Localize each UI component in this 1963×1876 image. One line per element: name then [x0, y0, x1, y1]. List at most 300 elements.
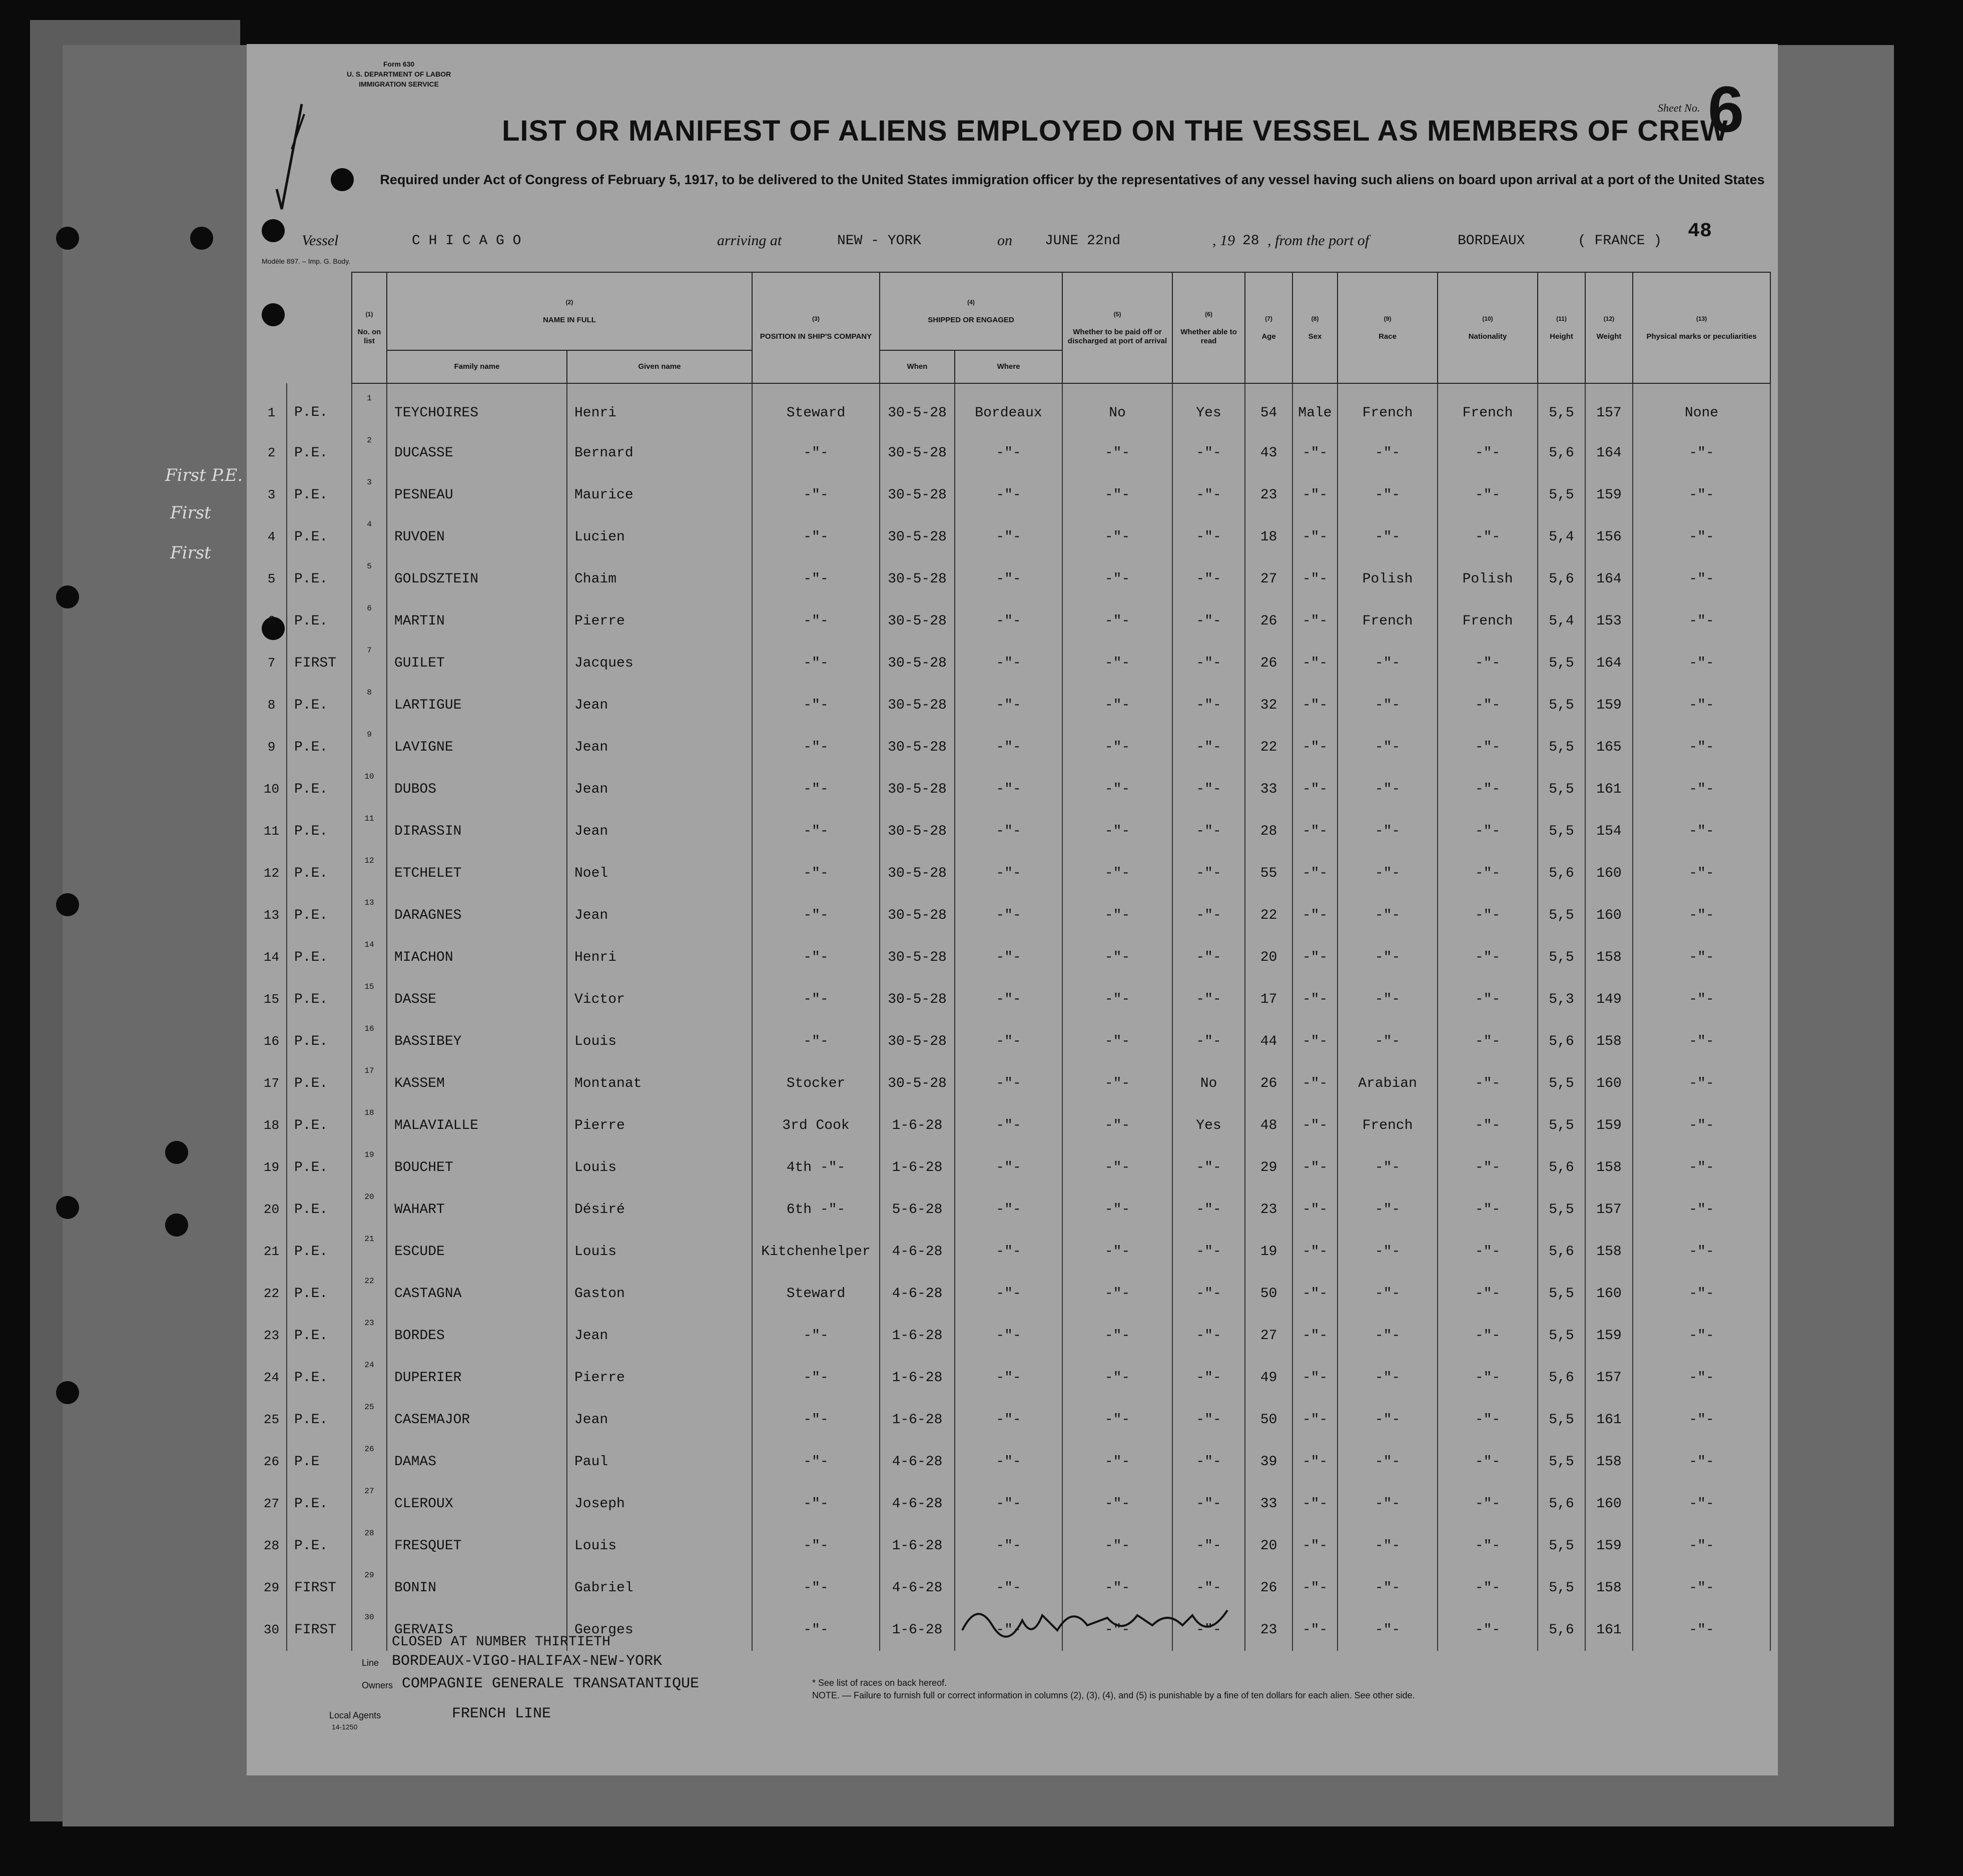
cell-weight: 158	[1585, 1230, 1633, 1273]
cell-where: -"-	[955, 978, 1062, 1020]
cell-age: 54	[1245, 383, 1292, 432]
cell-height: 5,5	[1538, 474, 1585, 516]
cell-where: Bordeaux	[955, 383, 1062, 432]
cell-read: -"-	[1172, 474, 1245, 516]
cell-nat: -"-	[1438, 1399, 1538, 1441]
cell-weight: 161	[1585, 768, 1633, 810]
binder-hole	[165, 1141, 188, 1164]
cell-position: -"-	[752, 600, 880, 642]
margin-note-3: First	[170, 543, 211, 563]
cell-cls: P.E.	[287, 474, 352, 516]
cell-family: RUVOEN	[387, 516, 567, 558]
cell-when: 30-5-28	[880, 936, 955, 978]
row-number: 15	[263, 992, 280, 1007]
cell-marks: -"-	[1633, 1399, 1770, 1441]
cell-given: Désiré	[567, 1188, 752, 1230]
cell-cls: P.E.	[287, 1525, 352, 1567]
closed-at-note: CLOSED AT NUMBER THIRTIETH	[392, 1634, 610, 1650]
cell-weight: 164	[1585, 558, 1633, 600]
cell-family: CLEROUX	[387, 1483, 567, 1525]
row-number: 20	[263, 1202, 280, 1217]
row-number: 3	[267, 487, 276, 502]
cell-family: WAHART	[387, 1188, 567, 1230]
cell-list-number: 25	[352, 1399, 387, 1441]
cell-family: PESNEAU	[387, 474, 567, 516]
col-age-header: (7) Age	[1245, 272, 1292, 383]
cell-read: -"-	[1172, 1357, 1245, 1399]
cell-paid: -"-	[1062, 978, 1172, 1020]
cell-given: Montanat	[567, 1062, 752, 1104]
cell-sex: -"-	[1292, 642, 1338, 684]
cell-age: 39	[1245, 1441, 1292, 1483]
table-row	[257, 978, 1770, 1020]
row-number: 19	[263, 1160, 280, 1175]
arrival-date: JUNE 22nd	[1045, 233, 1121, 249]
cell-cls: P.E.	[287, 558, 352, 600]
cell-list-number: 26	[352, 1441, 387, 1483]
cell-read: Yes	[1172, 383, 1245, 432]
cell-cls: P.E.	[287, 810, 352, 852]
cell-nat: -"-	[1438, 1483, 1538, 1525]
cell-list-number: 13	[352, 894, 387, 936]
cell-when: 30-5-28	[880, 684, 955, 726]
col-shipped-header: (4) SHIPPED OR ENGAGED	[880, 272, 1062, 350]
cell-age: 33	[1245, 1483, 1292, 1525]
cell-height: 5,6	[1538, 1483, 1585, 1525]
cell-given: Pierre	[567, 600, 752, 642]
owners-label: Owners	[362, 1680, 393, 1690]
cell-nat: -"-	[1438, 894, 1538, 936]
cell-paid: -"-	[1062, 1188, 1172, 1230]
cell-position: -"-	[752, 1483, 880, 1525]
form-code: Modèle 897. – Imp. G. Body.	[262, 257, 351, 265]
cell-given: Jean	[567, 684, 752, 726]
cell-when: 4-6-28	[880, 1273, 955, 1315]
cell-given: Lucien	[567, 516, 752, 558]
binder-hole	[56, 585, 79, 608]
cell-read: -"-	[1172, 726, 1245, 768]
cell-nat: -"-	[1438, 1441, 1538, 1483]
cell-race: -"-	[1338, 1609, 1438, 1651]
cell-marks: -"-	[1633, 1315, 1770, 1357]
cell-marks: None	[1633, 383, 1770, 432]
cell-age: 20	[1245, 1525, 1292, 1567]
cell-given: Paul	[567, 1441, 752, 1483]
cell-weight: 164	[1585, 432, 1633, 474]
sheet-number: 6	[1708, 73, 1744, 146]
cell-given: Noel	[567, 852, 752, 894]
row-number: 18	[263, 1118, 280, 1133]
form-info	[347, 59, 451, 89]
cell-list-number: 5	[352, 558, 387, 600]
cell-position: Steward	[752, 383, 880, 432]
col-family-name-header: Family name	[387, 350, 567, 383]
year-prefix: , 19	[1212, 232, 1235, 249]
cell-sex: -"-	[1292, 600, 1338, 642]
col-height-header: (11) Height	[1538, 272, 1585, 383]
cell-height: 5,5	[1538, 642, 1585, 684]
cell-marks: -"-	[1633, 1609, 1770, 1651]
row-number: 10	[263, 782, 280, 797]
cell-given: Pierre	[567, 1104, 752, 1146]
cell-height: 5,5	[1538, 1441, 1585, 1483]
cell-where: -"-	[955, 810, 1062, 852]
cell-family: MIACHON	[387, 936, 567, 978]
cell-race: French	[1338, 600, 1438, 642]
cell-cls: P.E.	[287, 600, 352, 642]
class-header	[287, 272, 352, 383]
cell-race: -"-	[1338, 1483, 1438, 1525]
cell-position: -"-	[752, 1441, 880, 1483]
cell-sex: -"-	[1292, 978, 1338, 1020]
cell-paid: -"-	[1062, 432, 1172, 474]
cell-read: -"-	[1172, 1483, 1245, 1525]
cell-marks: -"-	[1633, 768, 1770, 810]
cell-sex: -"-	[1292, 558, 1338, 600]
cell-paid: -"-	[1062, 1315, 1172, 1357]
cell-nat: -"-	[1438, 1609, 1538, 1651]
cell-paid: No	[1062, 383, 1172, 432]
cell-nat: -"-	[1438, 1273, 1538, 1315]
cell-read: -"-	[1172, 852, 1245, 894]
cell-sex: -"-	[1292, 1146, 1338, 1188]
pencil-mark-icon	[272, 99, 312, 219]
cell-marks: -"-	[1633, 1441, 1770, 1483]
cell-height: 5,5	[1538, 894, 1585, 936]
from-label: , from the port of	[1267, 232, 1370, 249]
col-race-header: (9) Race	[1338, 272, 1438, 383]
cell-age: 22	[1245, 894, 1292, 936]
cell-list-number: 7	[352, 642, 387, 684]
cell-position: 3rd Cook	[752, 1104, 880, 1146]
cell-marks: -"-	[1633, 1020, 1770, 1062]
cell-marks: -"-	[1633, 432, 1770, 474]
cell-family: LARTIGUE	[387, 684, 567, 726]
cell-cls: FIRST	[287, 1609, 352, 1651]
cell-position: -"-	[752, 432, 880, 474]
margin-note-2: First	[170, 503, 211, 523]
table-row	[257, 684, 1770, 726]
table-row	[257, 894, 1770, 936]
cell-read: -"-	[1172, 936, 1245, 978]
cell-given: Pierre	[567, 1357, 752, 1399]
cell-weight: 159	[1585, 1525, 1633, 1567]
cell-paid: -"-	[1062, 1273, 1172, 1315]
cell-cls: P.E.	[287, 936, 352, 978]
cell-position: -"-	[752, 1567, 880, 1609]
cell-weight: 158	[1585, 1020, 1633, 1062]
cell-position: -"-	[752, 810, 880, 852]
cell-list-number: 8	[352, 684, 387, 726]
cell-given: Louis	[567, 1146, 752, 1188]
col-given-name-header: Given name	[567, 350, 752, 383]
cell-when: 30-5-28	[880, 726, 955, 768]
row-number: 6	[267, 613, 276, 629]
cell-where: -"-	[955, 1483, 1062, 1525]
cell-paid: -"-	[1062, 894, 1172, 936]
cell-paid: -"-	[1062, 1399, 1172, 1441]
cell-race: -"-	[1338, 474, 1438, 516]
row-number: 21	[263, 1244, 280, 1259]
cell-cls: P.E.	[287, 1483, 352, 1525]
cell-read: Yes	[1172, 1104, 1245, 1146]
cell-sex: -"-	[1292, 1525, 1338, 1567]
cell-race: -"-	[1338, 1020, 1438, 1062]
cell-where: -"-	[955, 1273, 1062, 1315]
cell-height: 5,5	[1538, 1104, 1585, 1146]
cell-sex: -"-	[1292, 810, 1338, 852]
line-value: BORDEAUX-VIGO-HALIFAX-NEW-YORK	[392, 1653, 663, 1670]
arrival-year: 28	[1242, 233, 1259, 249]
col-read-header: (6) Whether able to read	[1172, 272, 1245, 383]
row-number: 28	[263, 1538, 280, 1553]
cell-height: 5,5	[1538, 726, 1585, 768]
cell-family: DUBOS	[387, 768, 567, 810]
cell-when: 30-5-28	[880, 432, 955, 474]
cell-when: 30-5-28	[880, 810, 955, 852]
cell-position: -"-	[752, 1609, 880, 1651]
cell-age: 26	[1245, 600, 1292, 642]
cell-race: French	[1338, 383, 1438, 432]
cell-cls: P.E.	[287, 978, 352, 1020]
cell-where: -"-	[955, 1441, 1062, 1483]
col-name-header: (2) NAME IN FULL	[387, 272, 752, 350]
cell-weight: 158	[1585, 1567, 1633, 1609]
cell-family: DASSE	[387, 978, 567, 1020]
cell-height: 5,4	[1538, 516, 1585, 558]
cell-sex: -"-	[1292, 1609, 1338, 1651]
sheet-label: Sheet No.	[1658, 102, 1700, 114]
cell-marks: -"-	[1633, 978, 1770, 1020]
cell-marks: -"-	[1633, 810, 1770, 852]
cell-family: TEYCHOIRES	[387, 383, 567, 432]
cell-nat: -"-	[1438, 432, 1538, 474]
table-row	[257, 516, 1770, 558]
cell-height: 5,6	[1538, 1609, 1585, 1651]
arriving-label: arriving at	[717, 232, 782, 249]
cell-where: -"-	[955, 474, 1062, 516]
cell-marks: -"-	[1633, 1230, 1770, 1273]
cell-nat: -"-	[1438, 474, 1538, 516]
cell-read: -"-	[1172, 1567, 1245, 1609]
cell-nat: -"-	[1438, 516, 1538, 558]
col-when-header: When	[880, 350, 955, 383]
table-row	[257, 768, 1770, 810]
cell-age: 50	[1245, 1273, 1292, 1315]
cell-list-number: 4	[352, 516, 387, 558]
cell-position: -"-	[752, 1357, 880, 1399]
cell-race: -"-	[1338, 1357, 1438, 1399]
cell-sex: -"-	[1292, 1357, 1338, 1399]
cell-weight: 159	[1585, 1315, 1633, 1357]
cell-read: -"-	[1172, 432, 1245, 474]
col-position-header: (3) POSITION IN SHIP'S COMPANY	[752, 272, 880, 383]
cell-weight: 157	[1585, 383, 1633, 432]
manifest-table	[257, 272, 1771, 1651]
binder-hole	[56, 1196, 79, 1219]
cell-marks: -"-	[1633, 1104, 1770, 1146]
cell-age: 49	[1245, 1357, 1292, 1399]
cell-where: -"-	[955, 1567, 1062, 1609]
crew-rows	[257, 383, 1770, 1651]
cell-read: -"-	[1172, 642, 1245, 684]
cell-marks: -"-	[1633, 642, 1770, 684]
cell-list-number: 29	[352, 1567, 387, 1609]
cell-race: -"-	[1338, 642, 1438, 684]
cell-race: -"-	[1338, 768, 1438, 810]
cell-where: -"-	[955, 1357, 1062, 1399]
cell-marks: -"-	[1633, 1567, 1770, 1609]
cell-where: -"-	[955, 894, 1062, 936]
cell-paid: -"-	[1062, 1357, 1172, 1399]
cell-nat: -"-	[1438, 1230, 1538, 1273]
cell-read: -"-	[1172, 1399, 1245, 1441]
cell-given: Louis	[567, 1020, 752, 1062]
table-row	[257, 936, 1770, 978]
table-row	[257, 1146, 1770, 1188]
cell-list-number: 3	[352, 474, 387, 516]
cell-read: -"-	[1172, 768, 1245, 810]
cell-height: 5,5	[1538, 1399, 1585, 1441]
cell-nat: French	[1438, 383, 1538, 432]
cell-height: 5,5	[1538, 1188, 1585, 1230]
binder-hole	[56, 227, 79, 250]
binder-hole	[190, 227, 213, 250]
cell-when: 30-5-28	[880, 1062, 955, 1104]
table-row	[257, 1062, 1770, 1104]
cell-cls: FIRST	[287, 642, 352, 684]
cell-given: Jacques	[567, 642, 752, 684]
cell-list-number: 21	[352, 1230, 387, 1273]
cell-age: 32	[1245, 684, 1292, 726]
cell-weight: 158	[1585, 1441, 1633, 1483]
cell-paid: -"-	[1062, 1609, 1172, 1651]
cell-race: -"-	[1338, 1567, 1438, 1609]
cell-sex: -"-	[1292, 1483, 1338, 1525]
cell-when: 1-6-28	[880, 1104, 955, 1146]
cell-list-number: 16	[352, 1020, 387, 1062]
cell-given: Maurice	[567, 474, 752, 516]
cell-cls: P.E.	[287, 1273, 352, 1315]
cell-marks: -"-	[1633, 852, 1770, 894]
cell-position: Stocker	[752, 1062, 880, 1104]
cell-weight: 157	[1585, 1188, 1633, 1230]
cell-weight: 149	[1585, 978, 1633, 1020]
cell-when: 1-6-28	[880, 1609, 955, 1651]
cell-race: -"-	[1338, 1146, 1438, 1188]
cell-sex: -"-	[1292, 1315, 1338, 1357]
page-title: LIST OR MANIFEST OF ALIENS EMPLOYED ON THE VESSEL AS MEMBERS OF CREW	[502, 115, 1728, 147]
cell-family: ESCUDE	[387, 1230, 567, 1273]
table-row	[257, 810, 1770, 852]
cell-race: -"-	[1338, 1230, 1438, 1273]
cell-race: -"-	[1338, 684, 1438, 726]
cell-weight: 158	[1585, 1146, 1633, 1188]
cell-cls: P.E.	[287, 1399, 352, 1441]
cell-when: 30-5-28	[880, 558, 955, 600]
cell-read: -"-	[1172, 1609, 1245, 1651]
vessel-label: Vessel	[302, 232, 339, 249]
cell-cls: P.E.	[287, 383, 352, 432]
cell-marks: -"-	[1633, 516, 1770, 558]
cell-given: Henri	[567, 936, 752, 978]
cell-family: LAVIGNE	[387, 726, 567, 768]
cell-race: -"-	[1338, 516, 1438, 558]
cell-paid: -"-	[1062, 1062, 1172, 1104]
cell-age: 17	[1245, 978, 1292, 1020]
cell-paid: -"-	[1062, 1483, 1172, 1525]
cell-weight: 160	[1585, 1273, 1633, 1315]
cell-height: 5,5	[1538, 383, 1585, 432]
cell-weight: 156	[1585, 516, 1633, 558]
cell-height: 5,5	[1538, 768, 1585, 810]
col-list-number-header: (1) No. on list	[352, 272, 387, 383]
cell-nat: -"-	[1438, 1020, 1538, 1062]
line-label: Line	[362, 1658, 379, 1668]
cell-read: -"-	[1172, 1525, 1245, 1567]
cell-race: -"-	[1338, 852, 1438, 894]
cell-age: 22	[1245, 726, 1292, 768]
cell-when: 30-5-28	[880, 978, 955, 1020]
cell-cls: P.E.	[287, 516, 352, 558]
cell-paid: -"-	[1062, 726, 1172, 768]
cell-marks: -"-	[1633, 600, 1770, 642]
cell-where: -"-	[955, 516, 1062, 558]
cell-cls: P.E.	[287, 1146, 352, 1188]
cell-nat: -"-	[1438, 1567, 1538, 1609]
cell-given: Louis	[567, 1230, 752, 1273]
cell-family: KASSEM	[387, 1062, 567, 1104]
cell-cls: P.E.	[287, 726, 352, 768]
cell-position: -"-	[752, 1315, 880, 1357]
cell-position: -"-	[752, 1020, 880, 1062]
cell-list-number: 27	[352, 1483, 387, 1525]
cell-list-number: 30	[352, 1609, 387, 1651]
cell-family: DUCASSE	[387, 432, 567, 474]
cell-family: MARTIN	[387, 600, 567, 642]
cell-paid: -"-	[1062, 642, 1172, 684]
table-row	[257, 600, 1770, 642]
cell-family: FRESQUET	[387, 1525, 567, 1567]
cell-family: CASTAGNA	[387, 1273, 567, 1315]
cell-race: French	[1338, 1104, 1438, 1146]
cell-paid: -"-	[1062, 1020, 1172, 1062]
cell-weight: 159	[1585, 684, 1633, 726]
department-name: U. S. DEPARTMENT OF LABOR	[347, 70, 451, 78]
cell-weight: 161	[1585, 1399, 1633, 1441]
cell-cls: P.E.	[287, 1188, 352, 1230]
col-sex-header: (8) Sex	[1292, 272, 1338, 383]
cell-sex: -"-	[1292, 684, 1338, 726]
cell-nat: Polish	[1438, 558, 1538, 600]
margin-note-1: First P.E.	[165, 465, 243, 485]
cell-age: 23	[1245, 1188, 1292, 1230]
cell-age: 18	[1245, 516, 1292, 558]
cell-list-number: 22	[352, 1273, 387, 1315]
cell-race: -"-	[1338, 810, 1438, 852]
cell-read: -"-	[1172, 894, 1245, 936]
cell-given: Victor	[567, 978, 752, 1020]
cell-paid: -"-	[1062, 936, 1172, 978]
cell-marks: -"-	[1633, 1062, 1770, 1104]
cell-paid: -"-	[1062, 1567, 1172, 1609]
cell-weight: 158	[1585, 936, 1633, 978]
cell-race: -"-	[1338, 726, 1438, 768]
cell-where: -"-	[955, 1062, 1062, 1104]
cell-family: GUILET	[387, 642, 567, 684]
cell-position: -"-	[752, 768, 880, 810]
cell-race: -"-	[1338, 1441, 1438, 1483]
